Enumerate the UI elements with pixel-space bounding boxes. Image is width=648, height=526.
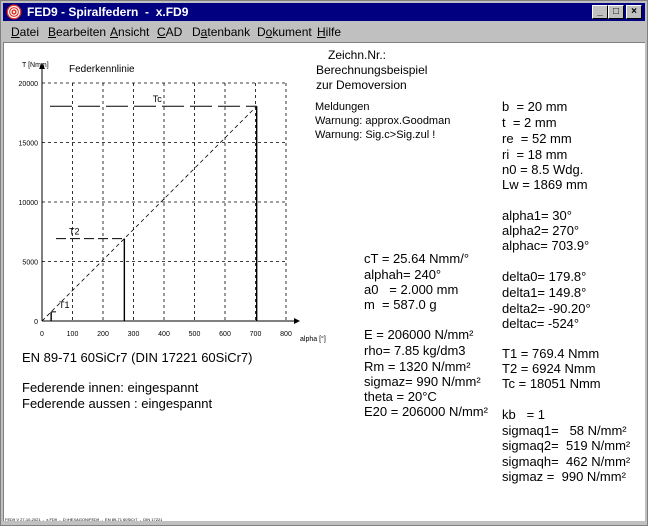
x-tick-label: 100 — [66, 331, 79, 338]
marker-label-T2: T2 — [69, 226, 80, 237]
value-tc: Tc = 18051 Nmm — [502, 376, 601, 391]
y-tick-label: 20000 — [18, 81, 38, 88]
value-n0: n0 = 8.5 Wdg. — [502, 162, 584, 177]
drawing-area — [3, 42, 645, 521]
x-tick-label: 700 — [249, 331, 262, 338]
status-bar: FED9 V 27-10-2021 - x.FD9 - D:\HEXAGON\FED9 - EN 89-71 60SiCr7 - DIN 17221 — [5, 517, 163, 522]
menu-bearbeiten[interactable]: Bearbeiten — [48, 25, 107, 39]
value-delta0: delta0= 179.8° — [502, 269, 587, 284]
chart-markers — [50, 94, 257, 321]
value-alpha1: alpha1= 30° — [502, 208, 572, 223]
menu-hilfe[interactable]: Hilfe — [317, 25, 342, 39]
chart-title: Federkennlinie — [69, 64, 135, 75]
value-sigmaz-2: sigmaz = 990 N/mm² — [502, 469, 626, 484]
drawing-subtitle-1: Berechnungsbeispiel — [316, 63, 428, 77]
marker-label-T1: T1 — [59, 299, 70, 310]
x-tick-label: 0 — [40, 331, 44, 338]
drawing-subtitle-2: zur Demoversion — [316, 78, 407, 92]
maximize-button[interactable] — [608, 5, 624, 19]
warning-sigma: Warnung: Sig.c>Sig.zul ! — [315, 129, 436, 141]
x-tick-label: 200 — [97, 331, 109, 338]
y-tick-label: 10000 — [18, 200, 38, 207]
material-name: EN 89-71 60SiCr7 (DIN 17221 60SiCr7) — [22, 350, 253, 365]
value-alpha2: alpha2= 270° — [502, 223, 580, 238]
menu-dokument[interactable]: Dokument — [257, 25, 312, 39]
value-sigmaq1: sigmaq1= 58 N/mm² — [502, 423, 627, 438]
messages-title: Meldungen — [315, 101, 370, 113]
menu-datenbank[interactable]: Datenbank — [192, 25, 251, 39]
value-rho: rho= 7.85 kg/dm3 — [364, 343, 466, 358]
window-title: FED9 - Spiralfedern - x.FD9 — [27, 5, 189, 19]
drawing-number-label: Zeichn.Nr.: — [328, 48, 387, 62]
menu-cad[interactable]: CAD — [157, 25, 183, 39]
value-m: m = 587.0 g — [364, 297, 437, 312]
marker-label-Tc: Tc — [152, 94, 162, 105]
value-t: t = 2 mm — [502, 115, 557, 130]
chart-grid — [42, 83, 286, 321]
minimize-button[interactable] — [592, 5, 608, 19]
menu-ansicht[interactable]: Ansicht — [110, 25, 150, 39]
value-t2: T2 = 6924 Nmm — [502, 361, 596, 376]
value-b: b = 20 mm — [502, 99, 568, 114]
value-sigmaqh: sigmaqh= 462 N/mm² — [502, 454, 631, 469]
spring-characteristic-line — [42, 106, 257, 321]
value-ri: ri = 18 mm — [502, 147, 568, 162]
spring-end-outer: Federende aussen : eingespannt — [22, 396, 213, 411]
warning-goodman: Warnung: approx.Goodman — [315, 115, 451, 127]
x-tick-label: 800 — [280, 331, 292, 338]
value-t1: T1 = 769.4 Nmm — [502, 346, 600, 361]
value-alphac: alphac= 703.9° — [502, 238, 590, 253]
value-delta1: delta1= 149.8° — [502, 285, 587, 300]
value-e: E = 206000 N/mm² — [364, 327, 474, 342]
value-theta: theta = 20°C — [364, 389, 437, 404]
value-sigmaq2: sigmaq2= 519 N/mm² — [502, 438, 631, 453]
app-spiral-icon[interactable] — [6, 4, 22, 20]
spring-end-inner: Federende innen: eingespannt — [22, 380, 199, 395]
x-tick-label: 500 — [188, 331, 201, 338]
value-delta2: delta2= -90.20° — [502, 301, 591, 316]
value-e20: E20 = 206000 N/mm² — [364, 404, 488, 419]
value-deltac: deltac= -524° — [502, 316, 580, 331]
x-axis-arrow-icon — [294, 318, 300, 324]
x-tick-label: 600 — [219, 331, 231, 338]
value-rm: Rm = 1320 N/mm² — [364, 359, 471, 374]
close-button[interactable] — [626, 5, 642, 19]
chart-y-axis-label: T [Nmm] — [22, 62, 49, 69]
menu-datei[interactable]: Datei — [11, 25, 40, 39]
y-tick-label: 0 — [34, 319, 38, 326]
x-tick-label: 300 — [127, 331, 140, 338]
menu-bar — [3, 22, 645, 42]
y-tick-label: 5000 — [22, 259, 38, 267]
minimize-icon: _ — [597, 6, 603, 17]
value-lw: Lw = 1869 mm — [502, 177, 588, 192]
value-ct: cT = 25.64 Nmm/° — [364, 251, 470, 266]
value-sigmaz: sigmaz= 990 N/mm² — [364, 374, 481, 389]
chart-x-axis-label: alpha [°] — [300, 336, 326, 343]
value-kb: kb = 1 — [502, 407, 545, 422]
y-tick-label: 15000 — [18, 140, 38, 148]
value-a0: a0 = 2.000 mm — [364, 282, 459, 297]
value-re: re = 52 mm — [502, 131, 572, 146]
maximize-icon: □ — [612, 6, 620, 17]
x-tick-label: 400 — [158, 331, 170, 338]
value-alphah: alphah= 240° — [364, 267, 442, 282]
close-icon: × — [631, 6, 637, 17]
chart-series — [42, 106, 257, 321]
title-bar[interactable] — [3, 3, 645, 21]
